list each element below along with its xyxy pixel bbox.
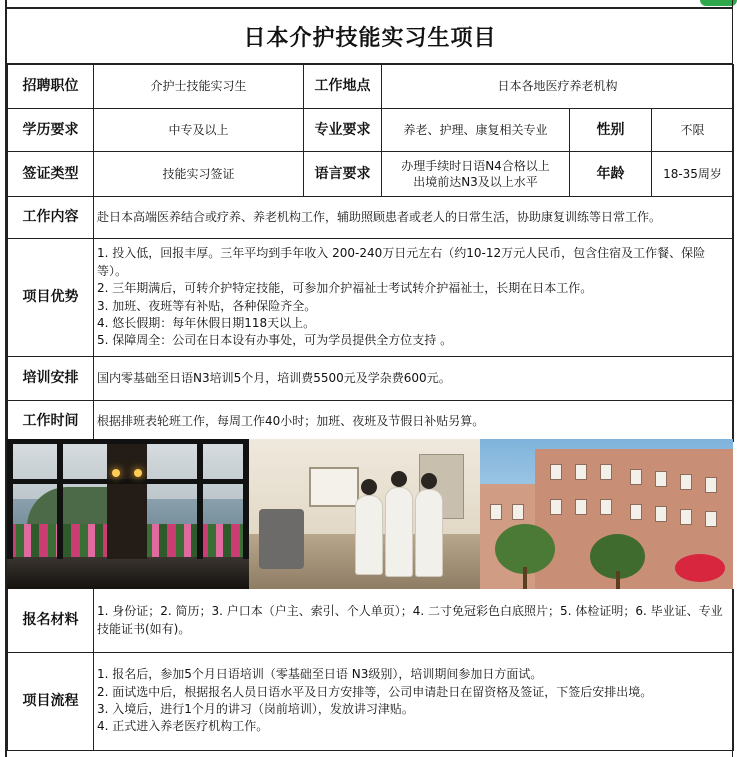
gender-cell — [570, 109, 734, 152]
visa-label: 签证类型 — [8, 152, 94, 197]
age-value: 18-35周岁 — [663, 166, 722, 181]
position-value: 介护士技能实习生 — [94, 65, 304, 109]
language-value-line2: 出境前达N3及以上水平 — [413, 175, 538, 189]
work-time-label: 工作时间 — [8, 401, 94, 442]
row-job-content — [8, 197, 734, 239]
process-step: 2. 面试选中后，根据报名人员日语水平及日方安排等，公司申请赴日在留资格及签证，下签后安排出境。 — [97, 684, 653, 699]
gender-label: 性别 — [570, 109, 652, 151]
recruitment-sheet — [5, 0, 733, 757]
materials-label: 报名材料 — [8, 589, 94, 652]
job-content-value: 赴日本高端医养结合或疗养、养老机构工作，辅助照顾患者或老人的日常生活，协助康复训练等日常工作。 — [94, 197, 734, 239]
major-value — [382, 109, 570, 152]
visa-value: 技能实习签证 — [94, 152, 304, 197]
row-education-major-gender — [8, 109, 734, 152]
process-label: 项目流程 — [8, 652, 94, 750]
row-training — [8, 357, 734, 401]
advantage-item: 3. 加班、夜班等有补贴，各种保险齐全。 — [97, 298, 317, 313]
education-value: 中专及以上 — [94, 109, 304, 152]
row-advantages — [8, 239, 734, 357]
page-title: 日本介护技能实习生项目 — [7, 7, 733, 64]
process-step: 1. 报名后，参加5个月日语培训（零基础至日语 N3级别），培训期间参加日方面试。 — [97, 667, 543, 682]
education-label: 学历要求 — [8, 109, 94, 152]
advantage-item: 1. 投入低，回报丰厚。三年平均到手年收入 200-240万日元左右（约10-12万元人民币，包含住宿及工作餐、保险等）。 — [97, 246, 706, 278]
gender-value: 不限 — [680, 122, 705, 137]
language-label: 语言要求 — [304, 152, 382, 197]
advantage-item: 2. 三年期满后，可转介护特定技能，可参加介护福祉士考试转介护福祉士，长期在日本工作。 — [97, 281, 593, 296]
age-label: 年龄 — [570, 152, 652, 196]
age-cell — [570, 152, 734, 197]
process-step: 3. 入境后，进行1个月的讲习（岗前培训），发放讲习津贴。 — [97, 702, 414, 716]
location-label: 工作地点 — [304, 65, 382, 109]
row-position-location — [8, 65, 734, 109]
facility-building-photo — [480, 439, 733, 589]
location-value: 日本各地医疗养老机构 — [382, 65, 734, 109]
language-value-line1: 办理手续时日语N4合格以上 — [401, 158, 550, 173]
process-step: 4. 正式进入养老医疗机构工作。 — [97, 719, 269, 734]
advantage-item: 4. 悠长假期：每年休假日期118天以上。 — [97, 315, 316, 330]
photo-strip — [7, 439, 733, 589]
training-label: 培训安排 — [8, 357, 94, 401]
lower-table — [7, 589, 734, 751]
promo-badge — [675, 554, 725, 582]
row-process — [8, 652, 734, 750]
row-work-time — [8, 401, 734, 442]
row-visa-language-age — [8, 152, 734, 197]
language-value — [382, 152, 570, 197]
advantages-label: 项目优势 — [8, 239, 94, 357]
materials-value: 1. 身份证；2. 简历；3. 户口本（户主、索引、个人单页）；4. 二寸免冠彩色白底照片；5. 体检证明；6. 毕业证、专业技能证书(如有)。 — [94, 589, 734, 652]
advantage-item: 5. 保障周全：公司在日本设有办事处，可为学员提供全方位支持 。 — [97, 333, 453, 348]
advantages-list — [94, 239, 734, 357]
lounge-window-photo — [7, 439, 249, 589]
row-materials — [8, 589, 734, 652]
job-content-label: 工作内容 — [8, 197, 94, 239]
training-value: 国内零基础至日语N3培训5个月，培训费5500元及学杂费600元。 — [94, 357, 734, 401]
position-label: 招聘职位 — [8, 65, 94, 109]
major-value-text: 养老、护理、康复相关专业 — [403, 122, 548, 137]
major-label: 专业要求 — [304, 109, 382, 152]
info-table — [7, 64, 734, 442]
work-time-value: 根据排班表轮班工作，每周工作40小时；加班、夜班及节假日补贴另算。 — [94, 401, 734, 442]
care-staff-photo — [249, 439, 480, 589]
process-list — [94, 652, 734, 750]
